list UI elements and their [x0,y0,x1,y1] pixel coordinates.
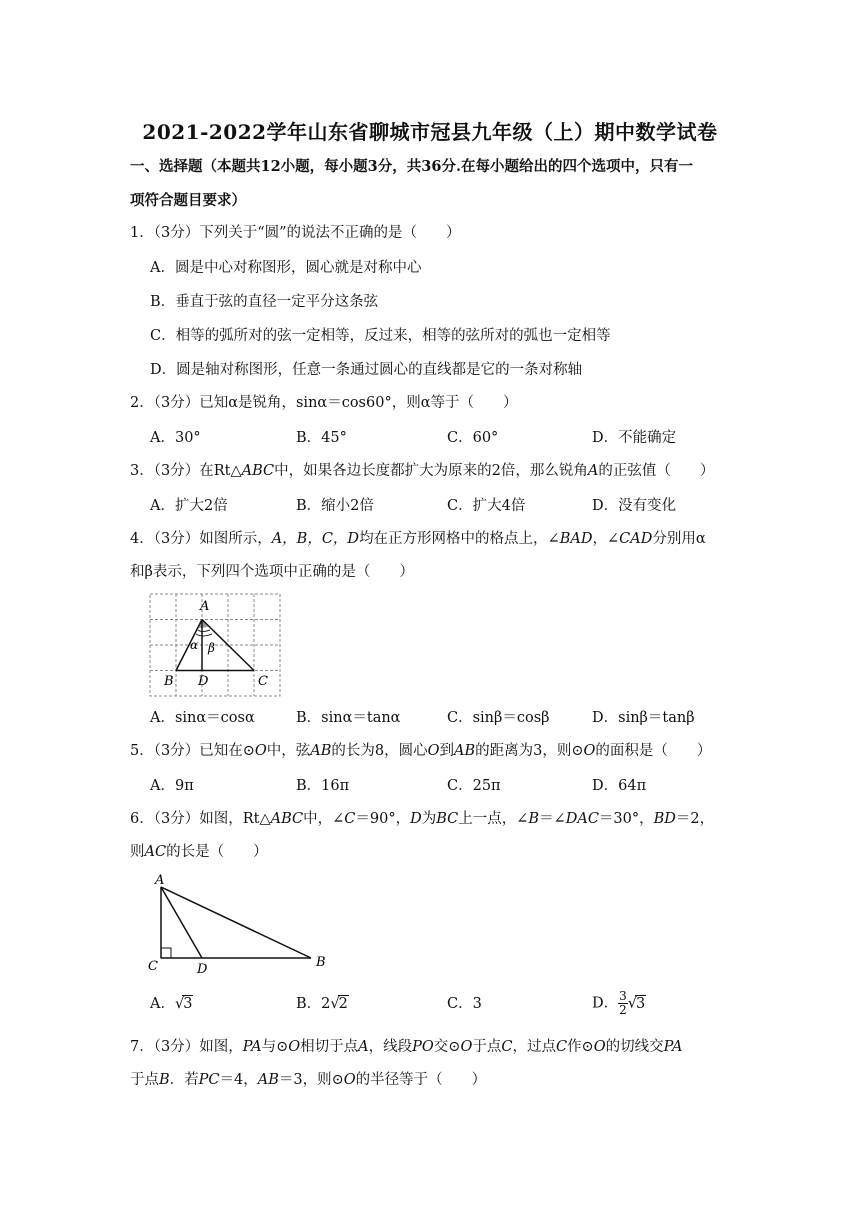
q7-line2 [130,1064,742,1097]
q7-text-h: 作⊙ [567,1039,594,1055]
q7-var-b: B [159,1072,170,1088]
q6-opt-b-label: B． [296,996,322,1012]
question-3-option-b: B．缩小2倍 [296,498,374,514]
q4-label-c: C [258,674,268,689]
question-2-option-c: C．60° [447,430,499,446]
question-1-option-c: C．相等的弧所对的弦一定相等，反过来，相等的弦所对的弧也一定相等 [150,328,611,344]
question-4-option-d: D．sinβ＝tanβ [592,710,695,726]
q7-var-c2: C [555,1039,568,1055]
q7-text-l: ＝4， [219,1072,258,1088]
q6-text-c: ＝90°， [355,811,411,827]
q6-label-c: C [148,959,158,974]
q7-line1 [130,1031,742,1064]
q4-var-cad: CAD [619,531,653,547]
q7-var-ab: AB [257,1072,279,1088]
question-4-option-a: A．sinα＝cosα [150,710,255,726]
q7-var-a: A [358,1039,369,1055]
question-3-stem [130,455,742,488]
q4-label-d: D [198,674,209,689]
q6-opt-a-label: A． [150,996,175,1012]
q4-text-b: 均在正方形网格中的格点上，∠ [359,531,560,547]
q6-line1 [130,803,742,836]
q3-text-c: 的正弦值（ ） [598,463,715,479]
q7-var-o4: O [343,1072,356,1088]
section-heading-line2: 项符合题目要求） [130,192,246,209]
q4-text-d: 分别用α [652,531,706,547]
q6-text-b: 中，∠ [303,811,345,827]
q7-text-c: 相切于点 [300,1039,359,1055]
q7-text-e: 交⊙ [433,1039,461,1055]
q4-label-b: B [164,674,174,689]
q5-var-o1: O [254,743,267,759]
question-5-option-a: A．9π [150,778,194,794]
q6-var-bd: BD [653,811,676,827]
q7-text-n: 的半径等于（ ） [355,1072,487,1088]
q7-text-i: 的切线交 [605,1039,664,1055]
q6-text-e: 上一点，∠ [458,811,529,827]
q6-label-d: D [197,962,208,977]
question-1-option-d: D．圆是轴对称图形，任意一条通过圆心的直线都是它的一条对称轴 [150,362,583,378]
q5-var-ab2: AB [454,743,476,759]
q6-var-b: B [528,811,540,827]
question-4-option-c: C．sinβ＝cosβ [447,710,550,726]
question-4-stem [130,523,742,589]
q3-var-abc: ABC [241,463,275,479]
q7-text-m: ＝3，则⊙ [278,1072,344,1088]
q6-text-j: 的长是（ ） [166,844,268,860]
q7-text-b: 与⊙ [261,1039,289,1055]
q5-var-o3: O [583,743,596,759]
question-6-option-b [296,994,349,1014]
q5-var-ab1: AB [310,743,332,759]
section-heading-line1: 一、选择题（本题共12小题，每小题3分，共36分.在每小题给出的四个选项中，只有一 [130,158,693,175]
q7-text-k: ．若 [169,1072,199,1088]
q6-var-ac: AC [144,844,167,860]
q6-text-g: ＝30°， [598,811,654,827]
q6-opt-d-radicand: 3 [636,995,646,1012]
question-1-option-a: A．圆是中心对称图形，圆心就是对称中心 [150,260,422,276]
q4-label-alpha: α [190,638,199,652]
sqrt-icon: √ [330,996,340,1012]
q4-line1 [130,523,742,556]
right-angle-mark [161,948,171,958]
q4-text-a: 4．（3分）如图所示， [130,531,272,547]
question-3-option-d: D．没有变化 [592,498,677,514]
q6-text-a: 6．（3分）如图，Rt△ [130,811,271,827]
section-heading [130,150,740,218]
sqrt-icon: √ [627,995,638,1012]
q7-text-d: ，线段 [368,1039,413,1055]
q6-opt-b-coef: 2 [321,996,331,1012]
q7-text-j: 于点 [130,1072,159,1088]
q4-label-beta: β [208,641,215,655]
q4-label-a: A [200,599,210,614]
q6-opt-d-denominator: 2 [619,1003,627,1017]
q6-opt-b-radicand: 2 [338,996,348,1012]
q6-var-dac: DAC [565,811,599,827]
question-2-option-b: B．45° [296,430,347,446]
q5-var-o2: O [427,743,440,759]
q7-text-f: 于点 [472,1039,502,1055]
question-4-figure [148,590,282,700]
question-3-option-a: A．扩大2倍 [150,498,228,514]
question-6-figure [146,870,336,980]
question-2-option-a: A．30° [150,430,201,446]
question-5-option-b: B．16π [296,778,350,794]
q6-text-i: 则 [130,844,145,860]
q4-vars: A，B，C，D [271,531,360,547]
q6-line2 [130,836,742,869]
question-1-stem: 1．（3分）下列关于“圆”的说法不正确的是（ ） [130,225,461,241]
q6-var-bc: BC [436,811,459,827]
q7-var-o3: O [593,1039,606,1055]
sqrt-icon: √ [174,996,185,1012]
question-3-option-c: C．扩大4倍 [447,498,526,514]
q4-var-bad: BAD [559,531,593,547]
q6-label-b: B [316,955,326,970]
q5-text-d: 到 [439,743,455,759]
q5-text-c: 的长为8，圆心 [331,743,428,759]
q6-text-d: 为 [421,811,437,827]
question-5-option-d: D．64π [592,778,647,794]
q7-var-o2: O [460,1039,473,1055]
q6-var-abc: ABC [270,811,304,827]
q6-label-a: A [155,873,165,888]
q7-var-pc: PC [198,1072,220,1088]
q6-opt-d-label: D． [592,995,619,1012]
q6-opt-a-radicand: 3 [183,996,193,1012]
question-1-option-b: B．垂直于弦的直径一定平分这条弦 [150,294,379,310]
question-7-stem [130,1031,742,1097]
q6-text-h: ＝2， [675,811,715,827]
question-6-stem [130,803,742,869]
q6-var-c: C [344,811,356,827]
q4-text-c: ，∠ [592,531,620,547]
q7-var-o1: O [288,1039,301,1055]
question-2-stem: 2．（3分）已知α是锐角，sinα＝cos60°，则α等于（ ） [130,395,518,411]
question-2-option-d: D．不能确定 [592,430,677,446]
question-5-stem [130,735,742,768]
question-5-option-c: C．25π [447,778,501,794]
q5-text-a: 5．（3分）已知在⊙ [130,743,255,759]
q5-text-e: 的距离为3，则⊙ [475,743,584,759]
q5-text-b: 中，弦 [266,743,311,759]
q7-text-g: ，过点 [512,1039,556,1055]
q7-text-a: 7．（3分）如图， [130,1039,243,1055]
q5-text-f: 的面积是（ ） [595,743,712,759]
question-6-option-a [150,994,193,1014]
q7-var-pa2: PA [663,1039,683,1055]
q6-opt-d-fraction [618,990,628,1017]
q4-line2: 和β表示，下列四个选项中正确的是（ ） [130,564,414,580]
q6-opt-d-numerator: 3 [619,989,627,1003]
q3-text-a: 3．（3分）在Rt△ [130,463,242,479]
question-6-option-d [592,990,646,1017]
q7-var-c1: C [501,1039,513,1055]
question-4-option-b: B．sinα＝tanα [296,710,401,726]
page-title: 2021-2022学年山东省聊城市冠县九年级（上）期中数学试卷 [142,120,718,144]
q7-var-po: PO [412,1039,434,1055]
q3-text-b: 中，如果各边长度都扩大为原来的2倍，那么锐角 [274,463,588,479]
q6-text-f: ＝∠ [539,811,566,827]
question-6-option-c: C．3 [447,996,482,1012]
q7-var-pa1: PA [242,1039,262,1055]
q6-var-d: D [410,811,422,827]
q3-var-a: A [587,463,599,479]
